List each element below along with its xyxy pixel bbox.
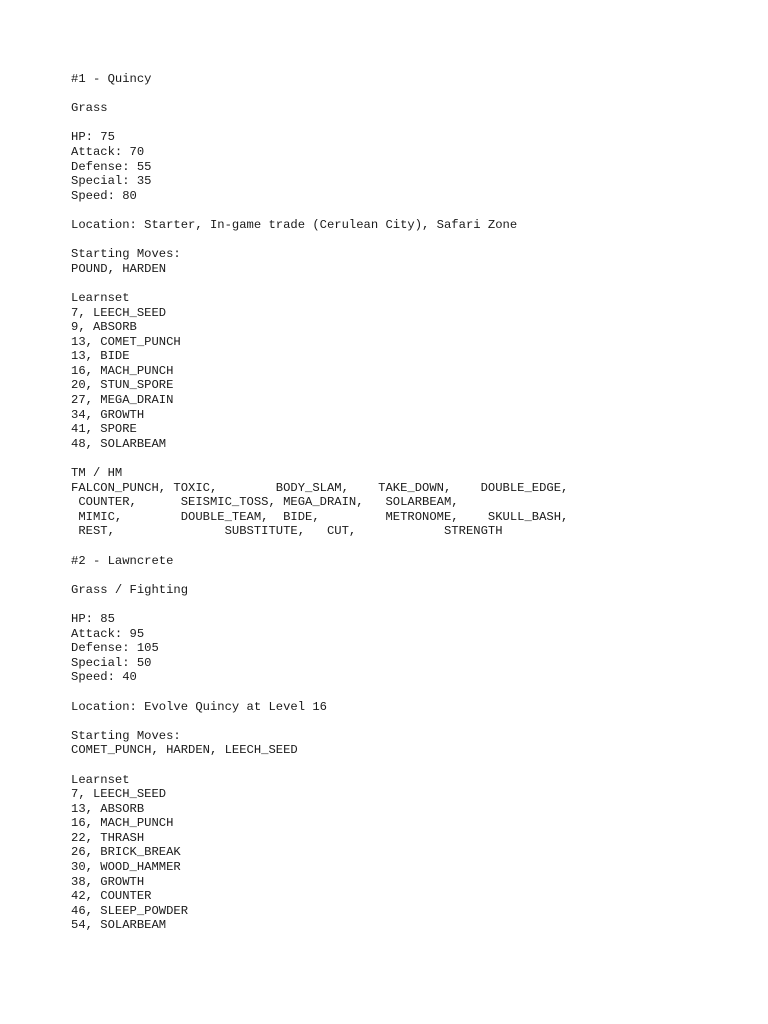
learnset-item: 34, GROWTH — [71, 407, 145, 422]
starting-moves-header: Starting Moves: — [71, 728, 181, 743]
stat-line: Special: 50 — [71, 655, 152, 670]
stat-line: Defense: 55 — [71, 159, 152, 174]
stat-line: HP: 85 — [71, 611, 115, 626]
learnset-item: 16, MACH_PUNCH — [71, 816, 174, 831]
tmhm-line: REST, SUBSTITUTE, CUT, STRENGTH — [71, 524, 503, 539]
learnset-item: 13, COMET_PUNCH — [71, 334, 181, 349]
tmhm-header: TM / HM — [71, 466, 123, 481]
starting-moves: POUND, HARDEN — [71, 261, 167, 276]
stat-line: Attack: 70 — [71, 144, 145, 159]
learnset-item: 22, THRASH — [71, 830, 145, 845]
entry-title: #2 - Lawncrete — [71, 553, 174, 568]
learnset-item: 41, SPORE — [71, 422, 137, 437]
entry-title: #1 - Quincy — [71, 72, 152, 86]
learnset-item: 7, LEECH_SEED — [71, 787, 167, 802]
learnset-item: 38, GROWTH — [71, 874, 145, 889]
learnset-item: 46, SLEEP_POWDER — [71, 903, 189, 918]
stat-line: HP: 75 — [71, 130, 115, 145]
learnset-item: 26, BRICK_BREAK — [71, 845, 181, 860]
learnset-item: 16, MACH_PUNCH — [71, 363, 174, 378]
learnset-item: 48, SOLARBEAM — [71, 436, 167, 451]
learnset-item: 42, COUNTER — [71, 889, 152, 904]
learnset-header: Learnset — [71, 290, 130, 305]
learnset-header: Learnset — [71, 772, 130, 787]
location-line: Location: Starter, In-game trade (Cerulean City), Safari Zone — [71, 217, 518, 232]
learnset-item: 7, LEECH_SEED — [71, 305, 167, 320]
tmhm-line: FALCON_PUNCH, TOXIC, BODY_SLAM, TAKE_DOWN, DOUBLE_EDGE, — [71, 480, 569, 495]
tmhm-line: COUNTER, SEISMIC_TOSS, MEGA_DRAIN, SOLARBEAM, — [71, 495, 459, 510]
starting-moves-header: Starting Moves: — [71, 247, 181, 262]
document-page — [71, 72, 751, 933]
stat-line: Speed: 40 — [71, 670, 137, 685]
starting-moves: COMET_PUNCH, HARDEN, LEECH_SEED — [71, 743, 298, 758]
learnset-item: 54, SOLARBEAM — [71, 918, 167, 933]
stat-line: Special: 35 — [71, 174, 152, 189]
learnset-item: 9, ABSORB — [71, 320, 137, 335]
learnset-item: 30, WOOD_HAMMER — [71, 860, 181, 875]
entry-type: Grass / Fighting — [71, 582, 189, 597]
learnset-item: 13, ABSORB — [71, 801, 145, 816]
stat-line: Defense: 105 — [71, 641, 159, 656]
learnset-item: 27, MEGA_DRAIN — [71, 393, 174, 408]
stat-line: Speed: 80 — [71, 188, 137, 203]
learnset-item: 20, STUN_SPORE — [71, 378, 174, 393]
entry-type: Grass — [71, 101, 108, 116]
location-line: Location: Evolve Quincy at Level 16 — [71, 699, 327, 714]
stat-line: Attack: 95 — [71, 626, 145, 641]
tmhm-line: MIMIC, DOUBLE_TEAM, BIDE, METRONOME, SKULL_BASH, — [71, 509, 569, 524]
learnset-item: 13, BIDE — [71, 349, 130, 364]
